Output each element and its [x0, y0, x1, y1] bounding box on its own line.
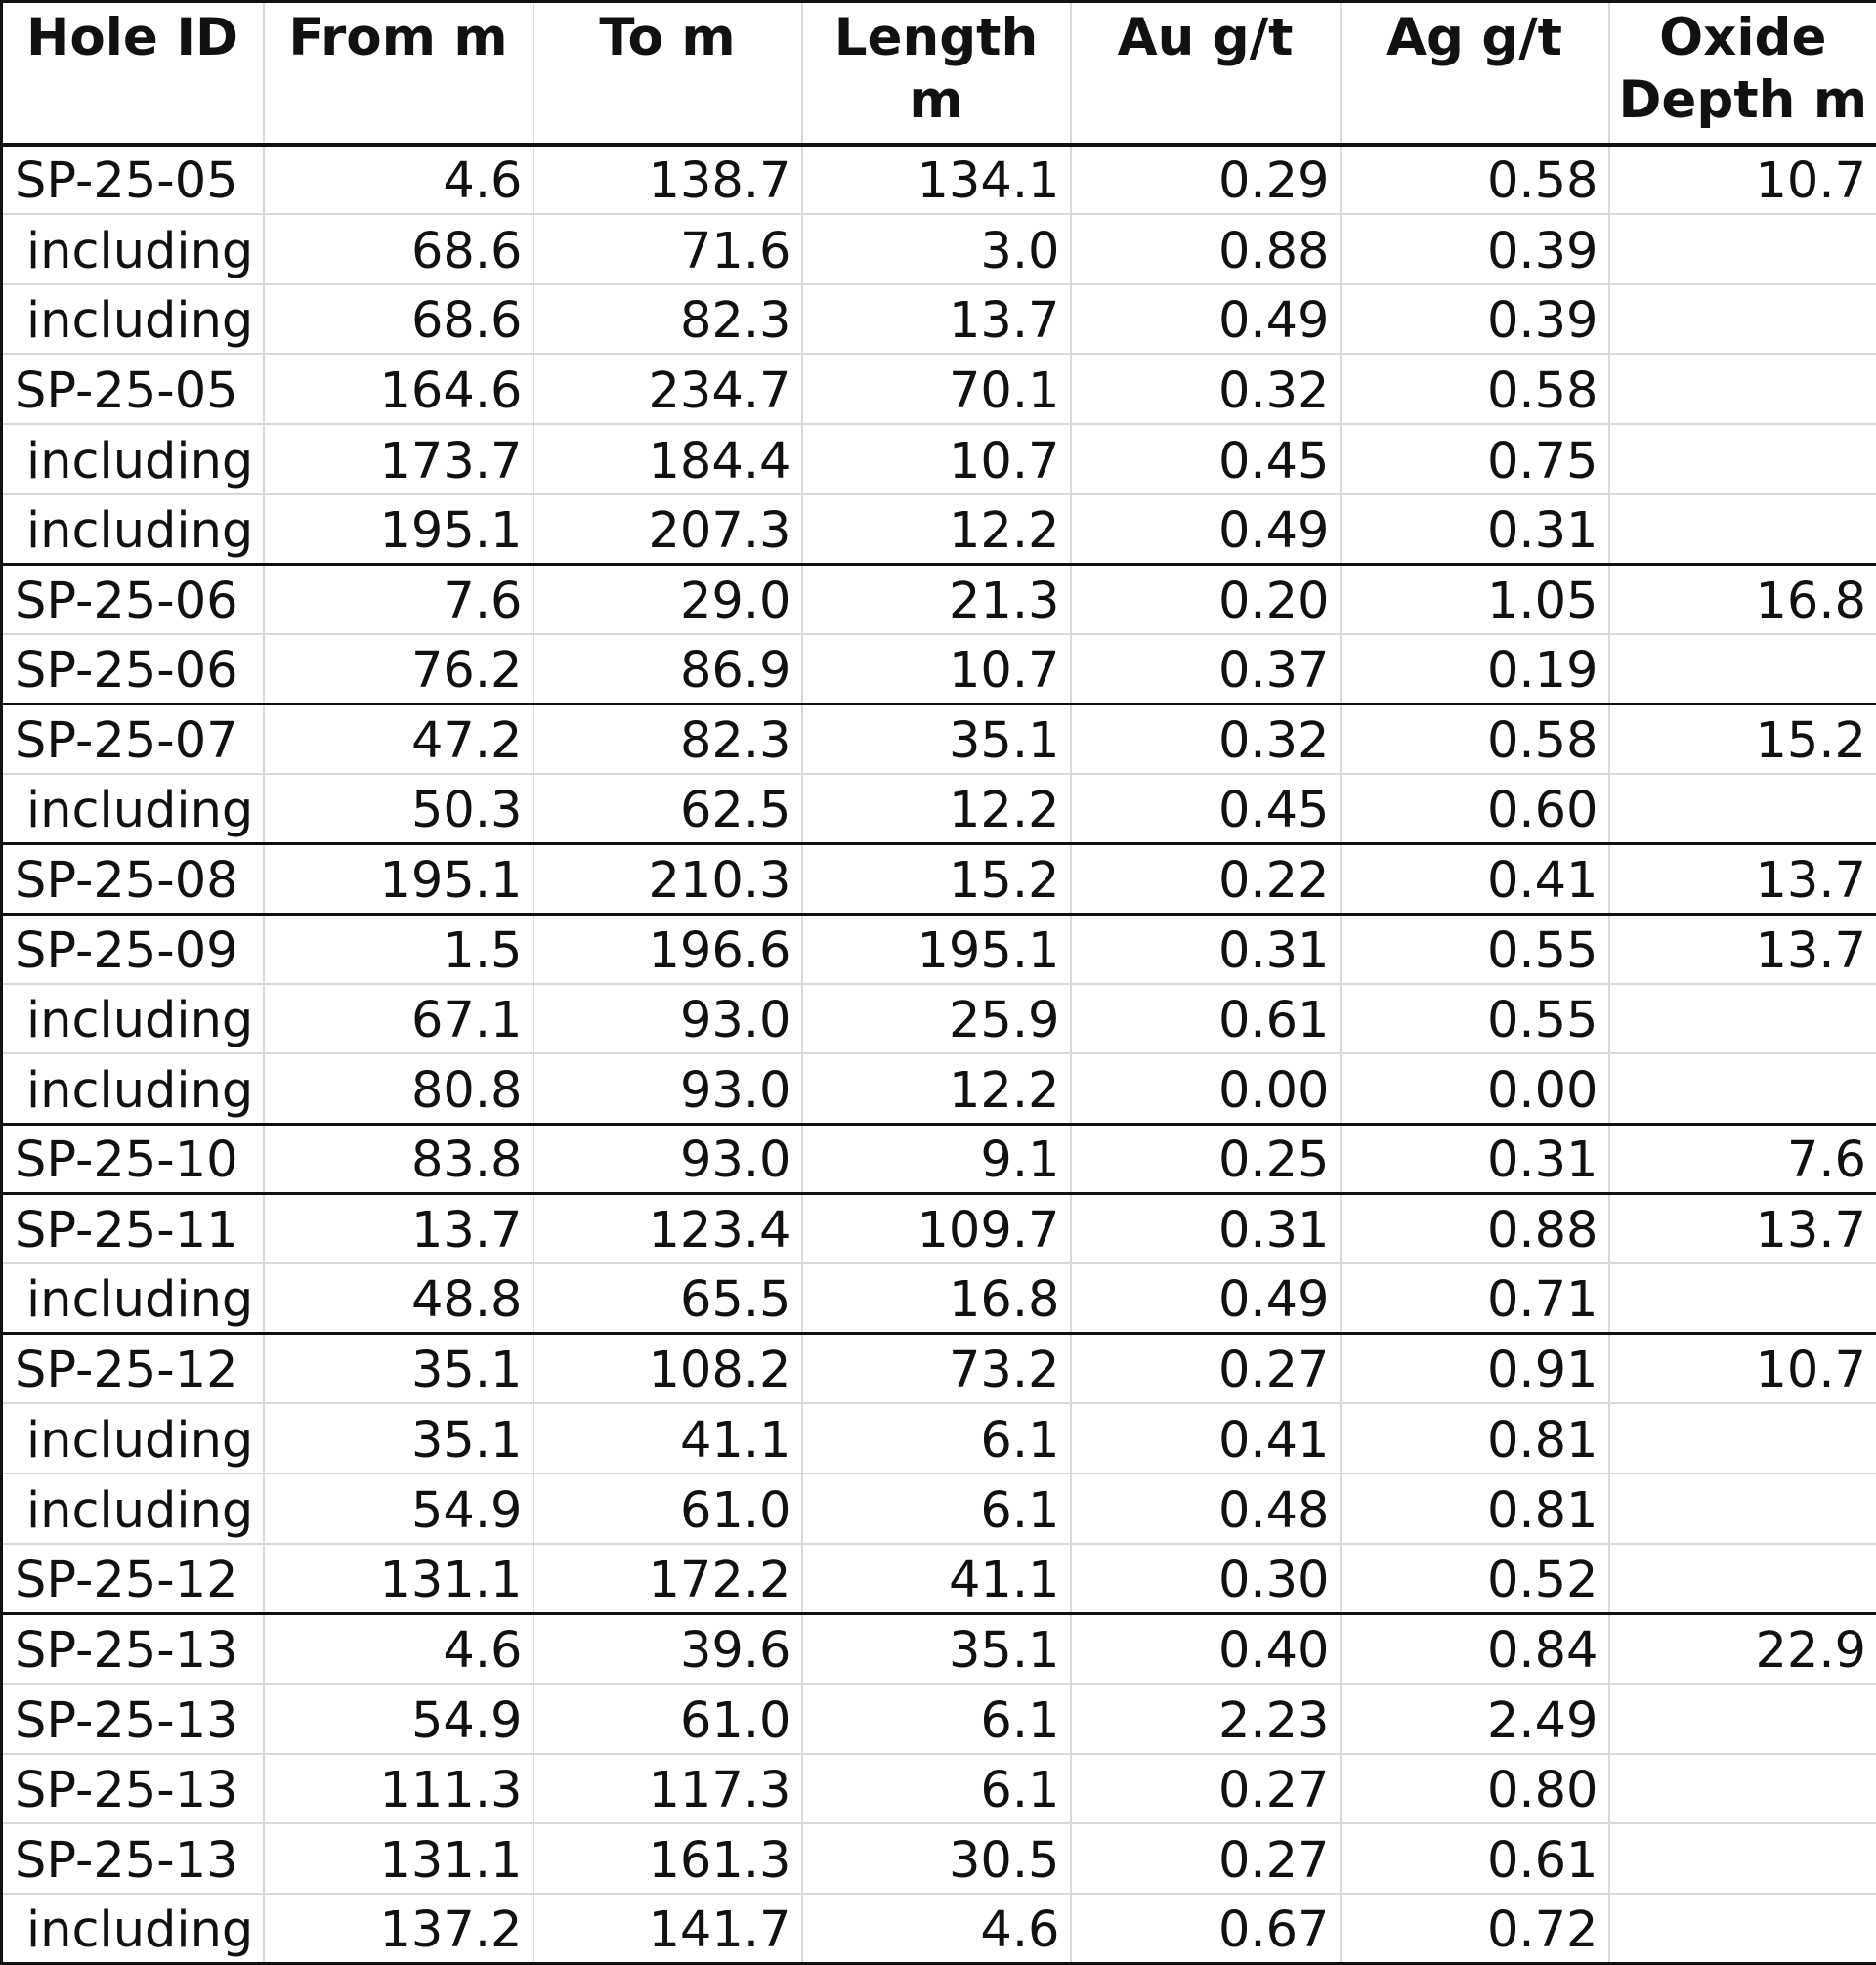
length-cell: 35.1: [802, 704, 1071, 774]
oxide-depth-cell: [1609, 214, 1876, 284]
length-cell: 73.2: [802, 1334, 1071, 1404]
ag-cell: 0.00: [1341, 1053, 1609, 1124]
to-cell: 93.0: [533, 1124, 802, 1194]
table-row: [2, 424, 1876, 494]
column-header-to: [533, 2, 802, 145]
oxide-depth-cell: 13.7: [1609, 844, 1876, 915]
au-cell: 0.48: [1071, 1474, 1341, 1544]
au-cell: 2.23: [1071, 1684, 1341, 1754]
to-cell: 161.3: [533, 1823, 802, 1894]
from-cell: 4.6: [264, 1613, 533, 1684]
hole-id-cell: SP-25-12: [2, 1334, 264, 1404]
table-row: [2, 844, 1876, 915]
to-cell: 184.4: [533, 424, 802, 494]
oxide-depth-cell: 22.9: [1609, 1613, 1876, 1684]
from-cell: 35.1: [264, 1334, 533, 1404]
length-cell: 35.1: [802, 1613, 1071, 1684]
to-cell: 61.0: [533, 1474, 802, 1544]
column-header-text: Depth m: [1618, 70, 1868, 130]
hole-id-cell: SP-25-06: [2, 634, 264, 705]
au-cell: 0.49: [1071, 494, 1341, 565]
oxide-depth-cell: 7.6: [1609, 1124, 1876, 1194]
table-row: [2, 1474, 1876, 1544]
au-cell: 0.31: [1071, 914, 1341, 984]
oxide-depth-cell: [1609, 984, 1876, 1054]
column-header-ag: [1341, 2, 1609, 145]
column-header-text: m: [909, 70, 963, 130]
au-cell: 0.41: [1071, 1403, 1341, 1474]
table-row: [2, 1754, 1876, 1824]
column-header-from: [264, 2, 533, 145]
to-cell: 141.7: [533, 1894, 802, 1964]
to-cell: 207.3: [533, 494, 802, 565]
column-header-text: Ag g/t: [1386, 8, 1563, 67]
hole-id-cell: including: [2, 284, 264, 355]
table-row: [2, 1613, 1876, 1684]
length-cell: 195.1: [802, 914, 1071, 984]
hole-id-cell: including: [2, 1894, 264, 1964]
au-cell: 0.22: [1071, 844, 1341, 915]
from-cell: 76.2: [264, 634, 533, 705]
column-header-text: From m: [288, 8, 508, 67]
from-cell: 68.6: [264, 284, 533, 355]
from-cell: 54.9: [264, 1474, 533, 1544]
table-row: [2, 284, 1876, 355]
oxide-depth-cell: [1609, 634, 1876, 705]
from-cell: 195.1: [264, 494, 533, 565]
table-row: [2, 914, 1876, 984]
oxide-depth-cell: 13.7: [1609, 1194, 1876, 1264]
oxide-depth-cell: [1609, 1894, 1876, 1964]
column-header-text: Hole ID: [26, 8, 239, 67]
to-cell: 61.0: [533, 1684, 802, 1754]
oxide-depth-cell: 16.8: [1609, 564, 1876, 634]
to-cell: 138.7: [533, 145, 802, 215]
table-row: [2, 354, 1876, 424]
to-cell: 29.0: [533, 564, 802, 634]
oxide-depth-cell: 10.7: [1609, 145, 1876, 215]
au-cell: 0.37: [1071, 634, 1341, 705]
au-cell: 0.30: [1071, 1544, 1341, 1614]
to-cell: 234.7: [533, 354, 802, 424]
length-cell: 10.7: [802, 424, 1071, 494]
to-cell: 196.6: [533, 914, 802, 984]
hole-id-cell: including: [2, 214, 264, 284]
au-cell: 0.49: [1071, 1263, 1341, 1334]
column-header-au: [1071, 2, 1341, 145]
au-cell: 0.31: [1071, 1194, 1341, 1264]
ag-cell: 0.60: [1341, 774, 1609, 844]
au-cell: 0.45: [1071, 774, 1341, 844]
to-cell: 108.2: [533, 1334, 802, 1404]
au-cell: 0.29: [1071, 145, 1341, 215]
oxide-depth-cell: [1609, 284, 1876, 355]
ag-cell: 0.31: [1341, 1124, 1609, 1194]
column-header-text: Length: [833, 8, 1039, 67]
length-cell: 109.7: [802, 1194, 1071, 1264]
table-row: [2, 494, 1876, 565]
table-row: [2, 1194, 1876, 1264]
hole-id-cell: SP-25-11: [2, 1194, 264, 1264]
from-cell: 67.1: [264, 984, 533, 1054]
table-row: [2, 704, 1876, 774]
to-cell: 71.6: [533, 214, 802, 284]
au-cell: 0.61: [1071, 984, 1341, 1054]
table-row: [2, 984, 1876, 1054]
ag-cell: 0.55: [1341, 984, 1609, 1054]
to-cell: 117.3: [533, 1754, 802, 1824]
table-row: [2, 1124, 1876, 1194]
table-row: [2, 1894, 1876, 1964]
ag-cell: 0.71: [1341, 1263, 1609, 1334]
table-row: [2, 1403, 1876, 1474]
hole-id-cell: SP-25-07: [2, 704, 264, 774]
length-cell: 9.1: [802, 1124, 1071, 1194]
ag-cell: 0.39: [1341, 284, 1609, 355]
to-cell: 210.3: [533, 844, 802, 915]
hole-id-cell: including: [2, 1053, 264, 1124]
table-row: [2, 1544, 1876, 1614]
ag-cell: 0.55: [1341, 914, 1609, 984]
length-cell: 134.1: [802, 145, 1071, 215]
from-cell: 173.7: [264, 424, 533, 494]
ag-cell: 1.05: [1341, 564, 1609, 634]
au-cell: 0.00: [1071, 1053, 1341, 1124]
table-row: [2, 1334, 1876, 1404]
ag-cell: 0.58: [1341, 145, 1609, 215]
ag-cell: 0.58: [1341, 354, 1609, 424]
length-cell: 12.2: [802, 774, 1071, 844]
hole-id-cell: including: [2, 984, 264, 1054]
length-cell: 4.6: [802, 1894, 1071, 1964]
oxide-depth-cell: [1609, 1263, 1876, 1334]
column-header-text: Au g/t: [1117, 8, 1294, 67]
oxide-depth-cell: [1609, 1754, 1876, 1824]
length-cell: 41.1: [802, 1544, 1071, 1614]
hole-id-cell: including: [2, 1263, 264, 1334]
length-cell: 30.5: [802, 1823, 1071, 1894]
hole-id-cell: SP-25-13: [2, 1684, 264, 1754]
length-cell: 3.0: [802, 214, 1071, 284]
table-row: [2, 1823, 1876, 1894]
oxide-depth-cell: [1609, 1474, 1876, 1544]
ag-cell: 0.31: [1341, 494, 1609, 565]
header-row: [2, 2, 1876, 145]
au-cell: 0.40: [1071, 1613, 1341, 1684]
from-cell: 164.6: [264, 354, 533, 424]
from-cell: 111.3: [264, 1754, 533, 1824]
from-cell: 7.6: [264, 564, 533, 634]
table-row: [2, 1263, 1876, 1334]
oxide-depth-cell: [1609, 1544, 1876, 1614]
length-cell: 21.3: [802, 564, 1071, 634]
au-cell: 0.32: [1071, 704, 1341, 774]
ag-cell: 0.19: [1341, 634, 1609, 705]
from-cell: 13.7: [264, 1194, 533, 1264]
au-cell: 0.25: [1071, 1124, 1341, 1194]
au-cell: 0.49: [1071, 284, 1341, 355]
to-cell: 39.6: [533, 1613, 802, 1684]
hole-id-cell: including: [2, 424, 264, 494]
table-row: [2, 634, 1876, 705]
oxide-depth-cell: [1609, 1053, 1876, 1124]
hole-id-cell: SP-25-05: [2, 354, 264, 424]
ag-cell: 0.91: [1341, 1334, 1609, 1404]
oxide-depth-cell: [1609, 1823, 1876, 1894]
from-cell: 35.1: [264, 1403, 533, 1474]
hole-id-cell: SP-25-12: [2, 1544, 264, 1614]
length-cell: 15.2: [802, 844, 1071, 915]
column-header-text: Oxide: [1659, 8, 1827, 67]
from-cell: 4.6: [264, 145, 533, 215]
length-cell: 6.1: [802, 1403, 1071, 1474]
au-cell: 0.32: [1071, 354, 1341, 424]
from-cell: 131.1: [264, 1544, 533, 1614]
from-cell: 1.5: [264, 914, 533, 984]
to-cell: 123.4: [533, 1194, 802, 1264]
oxide-depth-cell: [1609, 1684, 1876, 1754]
hole-id-cell: SP-25-08: [2, 844, 264, 915]
to-cell: 82.3: [533, 704, 802, 774]
oxide-depth-cell: [1609, 494, 1876, 565]
hole-id-cell: including: [2, 774, 264, 844]
table-row: [2, 145, 1876, 215]
oxide-depth-cell: [1609, 424, 1876, 494]
table-row: [2, 1053, 1876, 1124]
oxide-depth-cell: 13.7: [1609, 914, 1876, 984]
ag-cell: 0.88: [1341, 1194, 1609, 1264]
to-cell: 82.3: [533, 284, 802, 355]
hole-id-cell: SP-25-06: [2, 564, 264, 634]
from-cell: 47.2: [264, 704, 533, 774]
table-row: [2, 774, 1876, 844]
from-cell: 137.2: [264, 1894, 533, 1964]
hole-id-cell: including: [2, 1403, 264, 1474]
from-cell: 50.3: [264, 774, 533, 844]
hole-id-cell: SP-25-09: [2, 914, 264, 984]
column-header-oxide-depth: [1609, 2, 1876, 145]
table-row: [2, 564, 1876, 634]
au-cell: 0.88: [1071, 214, 1341, 284]
ag-cell: 0.52: [1341, 1544, 1609, 1614]
to-cell: 41.1: [533, 1403, 802, 1474]
to-cell: 172.2: [533, 1544, 802, 1614]
oxide-depth-cell: 15.2: [1609, 704, 1876, 774]
au-cell: 0.45: [1071, 424, 1341, 494]
hole-id-cell: including: [2, 1474, 264, 1544]
ag-cell: 2.49: [1341, 1684, 1609, 1754]
ag-cell: 0.80: [1341, 1754, 1609, 1824]
length-cell: 70.1: [802, 354, 1071, 424]
to-cell: 65.5: [533, 1263, 802, 1334]
ag-cell: 0.81: [1341, 1474, 1609, 1544]
from-cell: 54.9: [264, 1684, 533, 1754]
from-cell: 68.6: [264, 214, 533, 284]
hole-id-cell: SP-25-13: [2, 1613, 264, 1684]
ag-cell: 0.72: [1341, 1894, 1609, 1964]
hole-id-cell: SP-25-10: [2, 1124, 264, 1194]
length-cell: 25.9: [802, 984, 1071, 1054]
table-header: [2, 2, 1876, 145]
from-cell: 131.1: [264, 1823, 533, 1894]
ag-cell: 0.41: [1341, 844, 1609, 915]
oxide-depth-cell: [1609, 354, 1876, 424]
from-cell: 83.8: [264, 1124, 533, 1194]
to-cell: 93.0: [533, 1053, 802, 1124]
column-header-text: To m: [599, 8, 736, 67]
au-cell: 0.67: [1071, 1894, 1341, 1964]
ag-cell: 0.75: [1341, 424, 1609, 494]
to-cell: 62.5: [533, 774, 802, 844]
au-cell: 0.27: [1071, 1823, 1341, 1894]
hole-id-cell: SP-25-13: [2, 1823, 264, 1894]
length-cell: 6.1: [802, 1684, 1071, 1754]
ag-cell: 0.39: [1341, 214, 1609, 284]
hole-id-cell: SP-25-05: [2, 145, 264, 215]
to-cell: 93.0: [533, 984, 802, 1054]
au-cell: 0.27: [1071, 1754, 1341, 1824]
from-cell: 195.1: [264, 844, 533, 915]
length-cell: 13.7: [802, 284, 1071, 355]
hole-id-cell: SP-25-13: [2, 1754, 264, 1824]
to-cell: 86.9: [533, 634, 802, 705]
ag-cell: 0.61: [1341, 1823, 1609, 1894]
length-cell: 16.8: [802, 1263, 1071, 1334]
length-cell: 6.1: [802, 1754, 1071, 1824]
au-cell: 0.27: [1071, 1334, 1341, 1404]
length-cell: 12.2: [802, 494, 1071, 565]
from-cell: 80.8: [264, 1053, 533, 1124]
length-cell: 12.2: [802, 1053, 1071, 1124]
au-cell: 0.20: [1071, 564, 1341, 634]
length-cell: 10.7: [802, 634, 1071, 705]
table-row: [2, 214, 1876, 284]
table-row: [2, 1684, 1876, 1754]
column-header-hole-id: [2, 2, 264, 145]
column-header-length: [802, 2, 1071, 145]
table-body: [2, 145, 1876, 1964]
length-cell: 6.1: [802, 1474, 1071, 1544]
from-cell: 48.8: [264, 1263, 533, 1334]
ag-cell: 0.58: [1341, 704, 1609, 774]
oxide-depth-cell: [1609, 774, 1876, 844]
hole-id-cell: including: [2, 494, 264, 565]
oxide-depth-cell: [1609, 1403, 1876, 1474]
ag-cell: 0.81: [1341, 1403, 1609, 1474]
oxide-depth-cell: 10.7: [1609, 1334, 1876, 1404]
ag-cell: 0.84: [1341, 1613, 1609, 1684]
